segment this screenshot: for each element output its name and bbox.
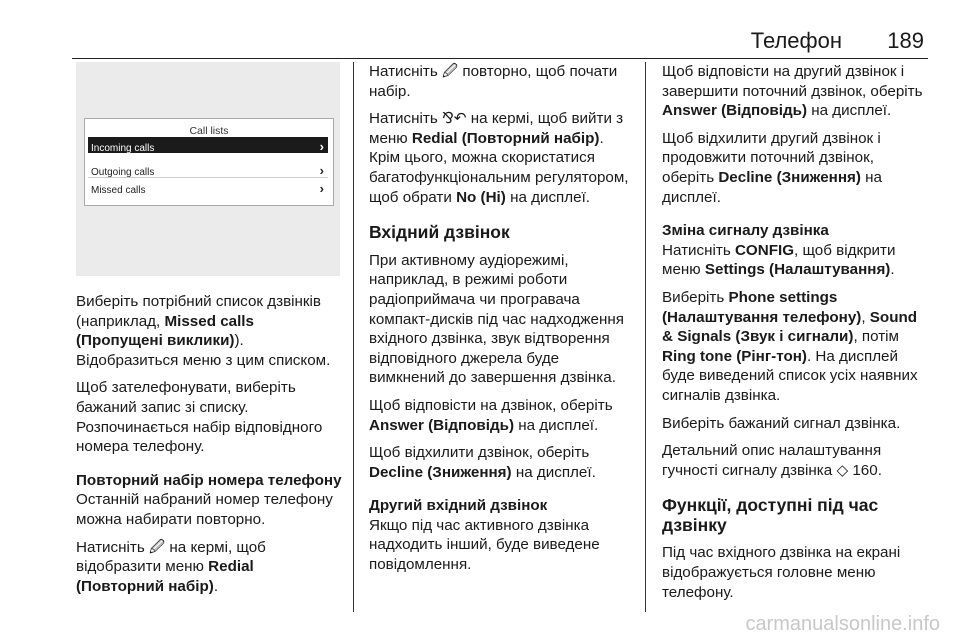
- paragraph: Останній набраний номер телефону можна набирати повторно.: [76, 491, 333, 528]
- paragraph: Виберіть потрібний список дзвінків (наприклад, Missed calls (Пропущені виклики)). Відобразиться меню з цим списком.: [76, 293, 331, 369]
- paragraph: Натисніть CONFIG, щоб відкрити меню Settings (Налаштування).: [662, 241, 896, 279]
- paragraph: Щоб відповісти на другий дзвінок і завершити поточний дзвінок, оберіть Answer (Відповідь) на дисплеї.: [662, 63, 923, 120]
- section-heading: Функції, доступні під час дзвінку: [662, 495, 879, 535]
- section-heading: Повторний набір номера телефону: [76, 471, 342, 489]
- section-heading: Зміна сигналу дзвінка: [662, 222, 829, 240]
- page-title: Телефон: [750, 28, 842, 53]
- display-screenshot: [76, 62, 340, 276]
- column-1: [76, 62, 342, 604]
- chevron-right-icon: ›: [319, 139, 324, 154]
- paragraph: При активному аудіорежимі, наприклад, в режимі роботи радіоприймача чи програвача компакт-дисків під час надходження вхідного дзвінка, звук відтворення відповідного джерела буде вимкнений до завершення дзвінка.: [369, 251, 624, 387]
- paragraph: Щоб відхилити другий дзвінок і продовжити поточний дзвінок, оберіть Decline (Зниження) на дисплеї.: [662, 129, 883, 206]
- paragraph: Детальний опис налаштування гучності сигналу дзвінка ◇ 160.: [662, 442, 882, 479]
- chevron-right-icon: ›: [319, 163, 324, 178]
- paragraph: Виберіть бажаний сигнал дзвінка.: [662, 414, 901, 432]
- column-3: [662, 62, 928, 610]
- paragraph: Натисніть ⅋↶ на кермі, щоб вийти з меню Redial (Повторний набір). Крім цього, можна скористатися багатофункціональним регулятором, щоб обрати No (Ні) на дисплеї.: [369, 110, 629, 206]
- reference-arrow-icon: ◇: [836, 461, 849, 479]
- paragraph: Щоб зателефонувати, виберіть бажаний запис зі списку. Розпочинається набір відповідного номера телефону.: [76, 379, 323, 456]
- phone-icon: 🖉: [441, 63, 459, 80]
- paragraph: Щоб відповісти на дзвінок, оберіть Answer (Відповідь) на дисплеї.: [369, 396, 613, 434]
- column-2: [369, 62, 635, 583]
- paragraph: Натисніть 🖉 повторно, щоб почати набір.: [369, 63, 618, 100]
- watermark: carmanualsonline.info: [745, 613, 940, 635]
- hangup-icon: ⅋↶: [441, 110, 467, 128]
- paragraph: Якщо під час активного дзвінка надходить інший, буде виведене повідомлення.: [369, 516, 600, 574]
- column-divider: [353, 62, 354, 612]
- phone-icon: 🖉: [148, 538, 166, 556]
- paragraph: Щоб відхилити дзвінок, оберіть Decline (Зниження) на дисплеї.: [369, 444, 596, 481]
- page-header: [72, 22, 928, 59]
- list-item-outgoing[interactable]: [88, 161, 328, 178]
- chevron-right-icon: ›: [319, 181, 324, 196]
- list-item-incoming[interactable]: [88, 137, 328, 153]
- list-item-label: Incoming calls: [91, 143, 155, 154]
- list-item-label: Outgoing calls: [91, 167, 155, 178]
- paragraph: Виберіть Phone settings (Налаштування телефону), Sound & Signals (Звук і сигнали), потім Ring tone (Рінг-тон). На дисплей буде виведений список усіх наявних сигналів дзвінка.: [662, 288, 918, 404]
- paragraph: Під час вхідного дзвінка на екрані відображується головне меню телефону.: [662, 544, 901, 601]
- column-divider: [645, 62, 646, 612]
- list-item-label: Missed calls: [91, 185, 146, 196]
- section-heading: Вхідний дзвінок: [369, 222, 510, 243]
- section-heading: Другий вхідний дзвінок: [369, 497, 548, 515]
- panel-title: Call lists: [189, 125, 229, 137]
- paragraph: Натисніть 🖉 на кермі, щоб відобразити меню Redial (Повторний набір).: [76, 538, 266, 595]
- page-number: 189: [887, 28, 924, 53]
- list-item-missed[interactable]: [88, 179, 328, 195]
- call-lists-panel: [84, 118, 334, 206]
